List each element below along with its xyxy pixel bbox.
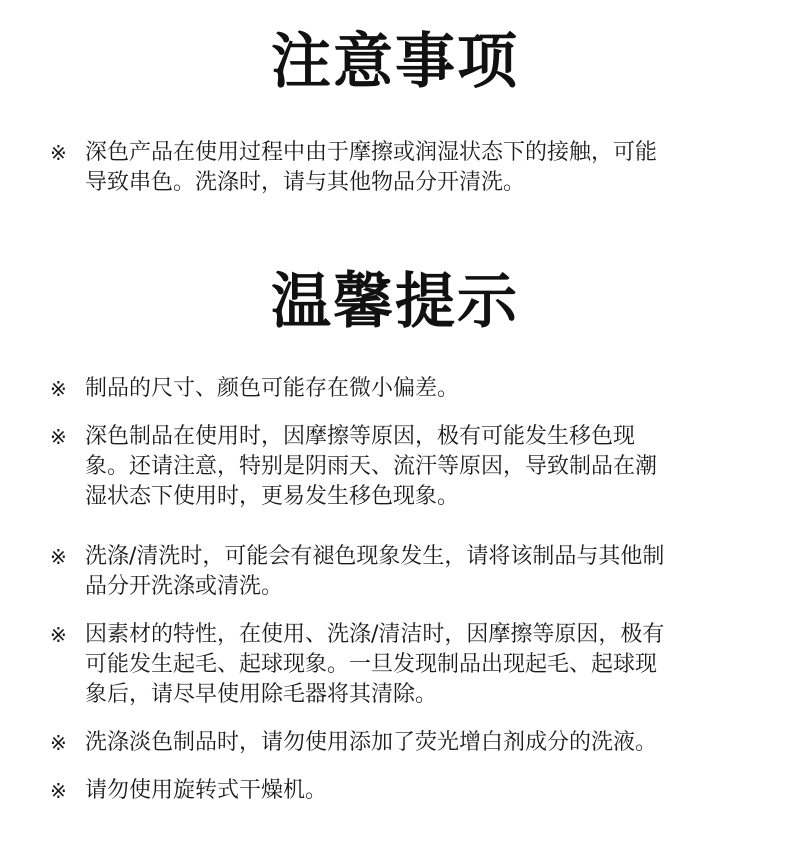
notice-item-1 — [50, 138, 740, 198]
item-text-line: 品分开洗涤或清洗。 — [85, 574, 284, 599]
item-text-line: 洗涤/清洗时，可能会有褪色现象发生，请将该制品与其他制 — [85, 544, 665, 569]
item-text-line: 深色产品在使用过程中由于摩擦或润湿状态下的接触，可能 — [85, 140, 658, 165]
tip-item-3 — [50, 542, 740, 602]
item-text-line: 因素材的特性，在使用、洗涤/清洁时，因摩擦等原因，极有 — [85, 622, 665, 647]
reference-mark-icon: ※ — [50, 731, 67, 755]
item-text-line: 湿状态下使用时，更易发生移色现象。 — [85, 484, 460, 509]
tip-item-6 — [50, 776, 740, 806]
reference-mark-icon: ※ — [50, 623, 67, 647]
item-text-line: 可能发生起毛、起球现象。一旦发现制品出现起毛、起球现 — [85, 652, 658, 677]
item-text-line: 请勿使用旋转式干燥机。 — [85, 778, 328, 803]
reference-mark-icon: ※ — [50, 141, 67, 165]
item-text-line: 洗涤淡色制品时，请勿使用添加了荧光增白剂成分的洗液。 — [85, 730, 658, 755]
tip-item-1 — [50, 374, 740, 404]
item-text-line: 导致串色。洗涤时，请与其他物品分开清洗。 — [85, 170, 526, 195]
reference-mark-icon: ※ — [50, 425, 67, 449]
item-text-line: 象。还请注意，特别是阴雨天、流汗等原因，导致制品在潮 — [85, 454, 658, 479]
item-text-line: 制品的尺寸、颜色可能存在微小偏差。 — [85, 376, 460, 401]
section-title-tips: 温馨提示 — [271, 267, 519, 337]
tip-item-5 — [50, 728, 740, 758]
item-text-line: 象后，请尽早使用除毛器将其清除。 — [85, 682, 438, 707]
reference-mark-icon: ※ — [50, 377, 67, 401]
item-text-line: 深色制品在使用时，因摩擦等原因，极有可能发生移色现 — [85, 424, 636, 449]
reference-mark-icon: ※ — [50, 545, 67, 569]
tip-item-2 — [50, 422, 740, 512]
section-title-notice: 注意事项 — [271, 27, 519, 97]
reference-mark-icon: ※ — [50, 779, 67, 803]
tip-item-4 — [50, 620, 740, 710]
